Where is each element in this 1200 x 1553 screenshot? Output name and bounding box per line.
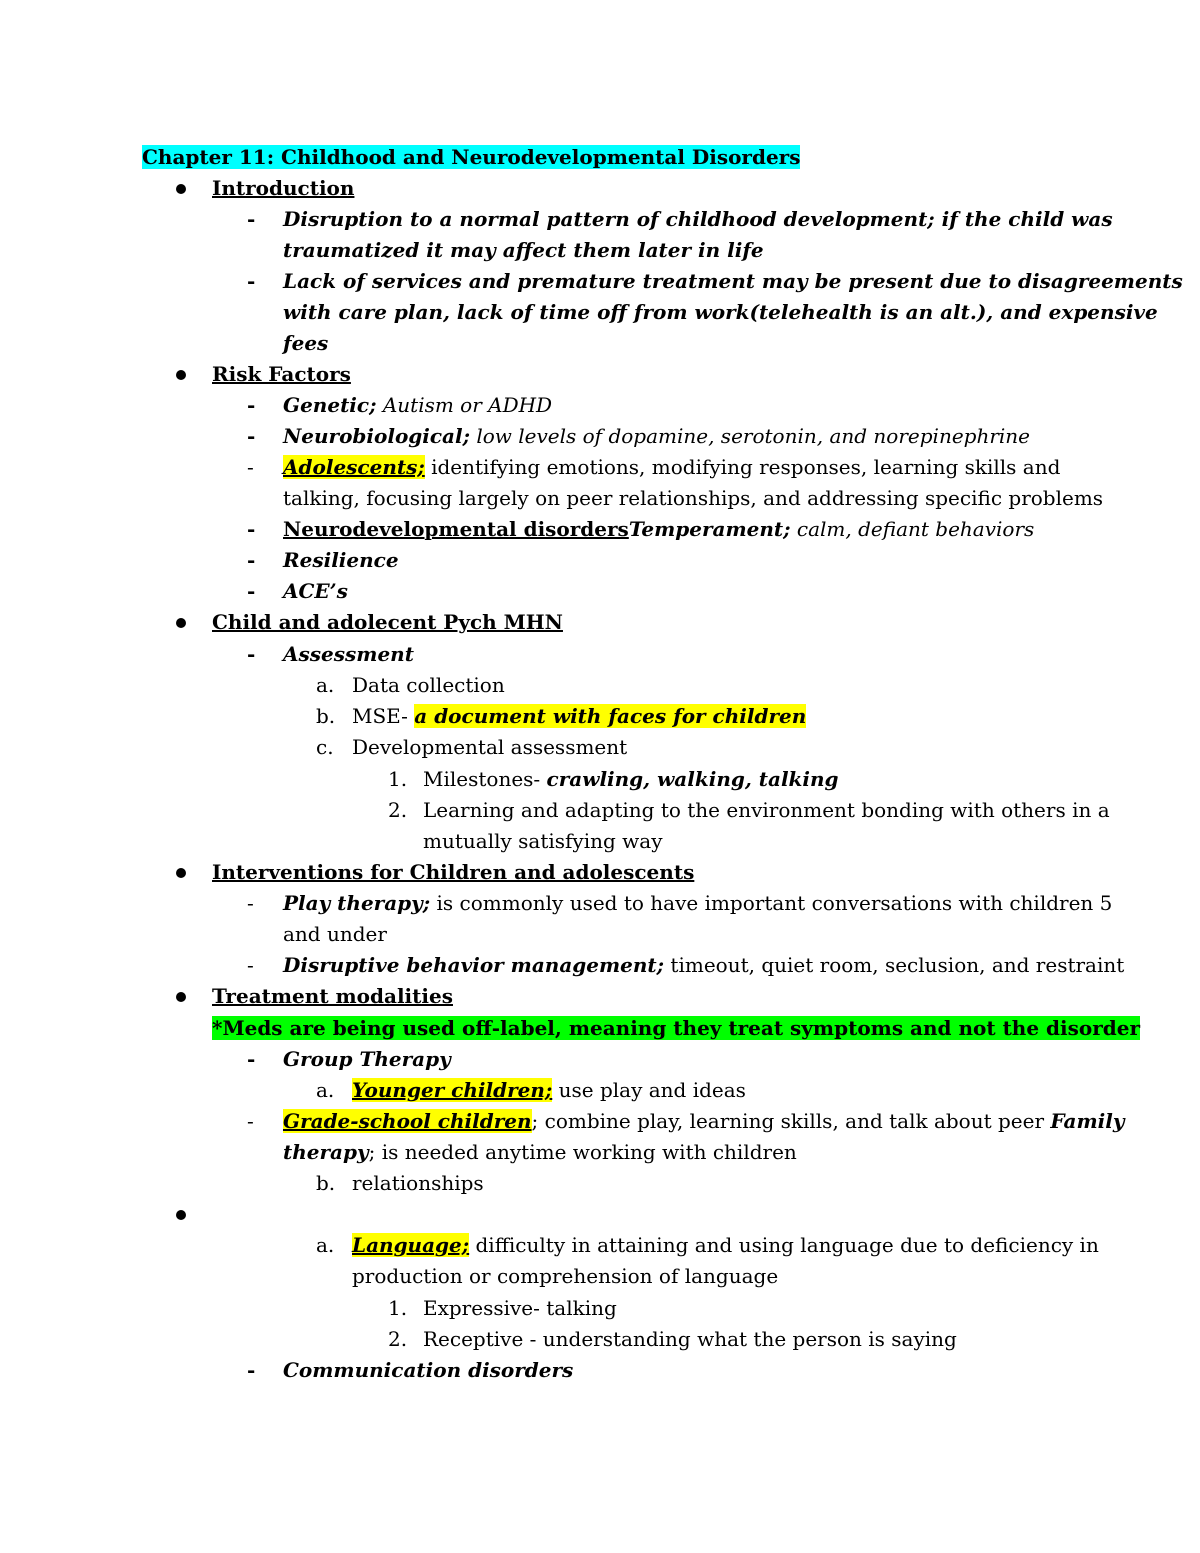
- text: MSE-: [352, 704, 415, 728]
- section-heading-risk-factors: Risk Factors: [212, 362, 351, 386]
- term: Adolescents;: [283, 455, 425, 479]
- term: Disruptive behavior management;: [283, 953, 665, 977]
- dash-marker: -: [247, 455, 254, 479]
- term: Family: [1050, 1109, 1125, 1133]
- treatment-grade-school-line-1: [283, 1107, 1124, 1135]
- treatment-younger: [352, 1076, 746, 1104]
- mhn-milestones: [423, 765, 839, 793]
- list-marker: a.: [316, 1233, 335, 1257]
- risk-resilience: Resilience: [283, 548, 399, 572]
- risk-neurobiological: [283, 422, 1030, 450]
- emphasis: crawling, walking, talking: [546, 767, 839, 791]
- dash-marker: -: [247, 642, 256, 666]
- highlight: a document with faces for children: [414, 704, 807, 728]
- text: use play and ideas: [552, 1078, 746, 1102]
- bullet-icon: [176, 184, 186, 194]
- dash-marker: -: [247, 1109, 254, 1133]
- intro-item-1-line-1: Disruption to a normal pattern of childhood development; if the child was: [283, 207, 1113, 231]
- term: Genetic;: [283, 393, 377, 417]
- text: Autism or ADHD: [376, 393, 553, 417]
- dash-marker: -: [247, 269, 256, 293]
- highlight: *Meds are being used off-label, meaning they treat symptoms and not the disorder: [212, 1016, 1140, 1040]
- meds-note: [212, 1014, 1140, 1042]
- mhn-learning-line-2: mutually satisfying way: [423, 829, 663, 853]
- bullet-icon: [176, 868, 186, 878]
- mhn-assessment: Assessment: [283, 642, 414, 666]
- risk-neurodevelopmental: [283, 515, 1034, 543]
- language-expressive: Expressive- talking: [423, 1296, 617, 1320]
- term: Neurodevelopmental disorders: [283, 517, 629, 541]
- mhn-developmental: Developmental assessment: [352, 735, 628, 759]
- section-heading-treatment: Treatment modalities: [212, 984, 453, 1008]
- section-heading-mhn: Child and adolecent Pych MHN: [212, 610, 563, 634]
- dash-marker: -: [247, 1047, 256, 1071]
- term: Grade-school children: [283, 1109, 532, 1133]
- risk-adolescents-line-2: talking, focusing largely on peer relationships, and addressing specific problems: [283, 486, 1104, 510]
- text: difficulty in attaining and using language due to deficiency in: [469, 1233, 1099, 1257]
- dash-marker: -: [247, 424, 256, 448]
- language-line-1: [352, 1231, 1099, 1259]
- dash-marker: -: [247, 1358, 256, 1382]
- list-marker: a.: [316, 673, 335, 697]
- section-heading-interventions: Interventions for Children and adolescents: [212, 860, 695, 884]
- section-heading-introduction: Introduction: [212, 176, 355, 200]
- dash-marker: -: [247, 207, 256, 231]
- treatment-group-therapy: Group Therapy: [283, 1047, 451, 1071]
- text: Milestones-: [423, 767, 547, 791]
- dash-marker: -: [247, 548, 256, 572]
- communication-disorders: Communication disorders: [283, 1358, 574, 1382]
- interventions-disruptive: [283, 951, 1124, 979]
- term: Temperament;: [628, 517, 791, 541]
- title-text: Chapter 11: Childhood and Neurodevelopmental Disorders: [142, 145, 801, 169]
- intro-item-2-line-2: with care plan, lack of time off from work(telehealth is an alt.), and expensive: [283, 300, 1158, 324]
- list-marker: b.: [316, 704, 336, 728]
- treatment-relationships: relationships: [352, 1171, 484, 1195]
- language-line-2: production or comprehension of language: [352, 1264, 779, 1288]
- intro-item-1-line-2: traumatized it may affect them later in life: [283, 238, 764, 262]
- term: Younger children;: [352, 1078, 553, 1102]
- interventions-play-line-1: [283, 889, 1112, 917]
- term: therapy: [283, 1140, 369, 1164]
- list-marker: a.: [316, 1078, 335, 1102]
- text: low levels of dopamine, serotonin, and norepinephrine: [469, 424, 1031, 448]
- list-marker: c.: [316, 735, 334, 759]
- bullet-icon: [176, 370, 186, 380]
- term: Neurobiological;: [283, 424, 470, 448]
- dash-marker: -: [247, 517, 256, 541]
- risk-aces: ACE’s: [283, 579, 348, 603]
- text: ; combine play, learning skills, and talk about peer: [531, 1109, 1051, 1133]
- treatment-grade-school-line-2: [283, 1138, 797, 1166]
- list-marker: 1.: [388, 1296, 408, 1320]
- list-marker: 1.: [388, 767, 408, 791]
- text: timeout, quiet room, seclusion, and restraint: [664, 953, 1125, 977]
- list-marker: 2.: [388, 1327, 408, 1351]
- text: identifying emotions, modifying responses, learning skills and: [424, 455, 1061, 479]
- intro-item-2-line-3: fees: [283, 331, 329, 355]
- dash-marker: -: [247, 579, 256, 603]
- mhn-mse: [352, 702, 806, 730]
- bullet-icon: [176, 618, 186, 628]
- mhn-learning-line-1: Learning and adapting to the environment bonding with others in a: [423, 798, 1110, 822]
- term: Play therapy;: [283, 891, 431, 915]
- text: ; is needed anytime working with children: [368, 1140, 797, 1164]
- bullet-icon: [176, 1210, 186, 1220]
- list-marker: 2.: [388, 798, 408, 822]
- page-title: [142, 143, 800, 171]
- dash-marker: -: [247, 393, 256, 417]
- dash-marker: -: [247, 891, 254, 915]
- text: is commonly used to have important conversations with children 5: [430, 891, 1113, 915]
- list-marker: b.: [316, 1171, 336, 1195]
- bullet-icon: [176, 992, 186, 1002]
- language-receptive: Receptive - understanding what the person is saying: [423, 1327, 957, 1351]
- mhn-data-collection: Data collection: [352, 673, 505, 697]
- intro-item-2-line-1: Lack of services and premature treatment may be present due to disagreements: [283, 269, 1183, 293]
- term: Language;: [352, 1233, 470, 1257]
- risk-adolescents-line-1: [283, 453, 1060, 481]
- text: calm, defiant behaviors: [790, 517, 1035, 541]
- interventions-play-line-2: and under: [283, 922, 387, 946]
- risk-genetic: [283, 391, 552, 419]
- dash-marker: -: [247, 953, 254, 977]
